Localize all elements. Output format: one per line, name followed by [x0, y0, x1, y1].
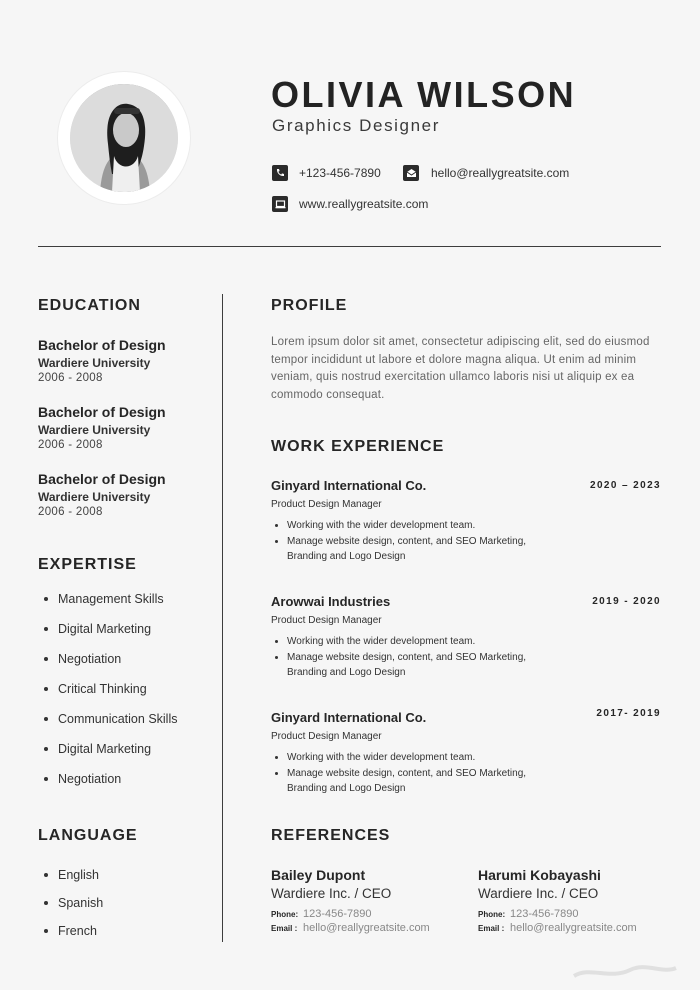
job-bullet: Working with the wider development team. — [271, 518, 561, 534]
header-divider — [38, 246, 661, 247]
education-years: 2006 - 2008 — [38, 506, 103, 518]
reference-name: Bailey Dupont — [271, 867, 366, 883]
profile-title: PROFILE — [271, 297, 348, 314]
reference-phone-row — [271, 908, 430, 920]
job-bullets — [271, 634, 561, 681]
reference-email-row — [271, 922, 430, 934]
expertise-list — [38, 591, 177, 801]
profile-photo — [70, 84, 178, 192]
language-item: Spanish — [38, 895, 103, 923]
education-degree: Bachelor of Design — [38, 471, 166, 487]
job-title: Product Design Manager — [271, 615, 382, 626]
education-years: 2006 - 2008 — [38, 372, 103, 384]
reference-phone-label: Phone: — [271, 910, 299, 919]
expertise-item: Digital Marketing — [38, 621, 177, 651]
education-years: 2006 - 2008 — [38, 439, 103, 451]
job-years: 2020 – 2023 — [589, 480, 661, 491]
language-list — [38, 867, 103, 951]
education-school: Wardiere University — [38, 356, 151, 370]
expertise-item: Management Skills — [38, 591, 177, 621]
profile-summary: Lorem ipsum dolor sit amet, consectetur adipiscing elit, sed do eiusmod tempor incididunt ut labore et dolore magna aliqua. Ut enim ad minim veniam, quis nostrud exercitation ullamco laboris nisi ut aliquip ex ea commodo consequat. — [271, 336, 650, 401]
reference-card — [478, 867, 637, 934]
website-link[interactable]: www.reallygreatsite.com — [299, 197, 429, 211]
expertise-title: EXPERTISE — [38, 556, 137, 573]
education-entry — [38, 471, 166, 518]
email-link[interactable]: hello@reallygreatsite.com — [431, 166, 570, 180]
job-bullet: Working with the wider development team. — [271, 634, 561, 650]
phone-number: +123-456-7890 — [299, 166, 381, 180]
expertise-item: Digital Marketing — [38, 741, 177, 771]
education-degree: Bachelor of Design — [38, 337, 166, 353]
laptop-icon — [272, 196, 288, 212]
references-title: REFERENCES — [271, 827, 391, 844]
job-years: 2017- 2019 — [596, 708, 661, 719]
candidate-name: OLIVIA WILSON — [271, 74, 577, 115]
job-bullet: Manage website design, content, and SEO Marketing, Branding and Logo Design — [271, 534, 561, 565]
candidate-role: Graphics Designer — [272, 116, 440, 135]
work-experience-title: WORK EXPERIENCE — [271, 438, 445, 455]
person-silhouette-icon — [70, 84, 178, 192]
job-company: Arowwai Industries — [271, 594, 391, 609]
language-title: LANGUAGE — [38, 827, 138, 844]
reference-phone-row — [478, 908, 637, 920]
reference-email-row — [478, 922, 637, 934]
job-bullet: Manage website design, content, and SEO Marketing, Branding and Logo Design — [271, 766, 561, 797]
expertise-item: Critical Thinking — [38, 681, 177, 711]
reference-organization: Wardiere Inc. / CEO — [271, 886, 392, 901]
job-bullets — [271, 518, 561, 565]
reference-phone: 123-456-7890 — [303, 908, 372, 920]
education-title: EDUCATION — [38, 297, 141, 314]
education-school: Wardiere University — [38, 490, 151, 504]
job-bullet: Working with the wider development team. — [271, 750, 561, 766]
job-company: Ginyard International Co. — [271, 710, 427, 725]
reference-email-label: Email : — [271, 924, 298, 933]
reference-phone: 123-456-7890 — [510, 908, 579, 920]
job-title: Product Design Manager — [271, 499, 382, 510]
job-bullets — [271, 750, 561, 797]
reference-email[interactable]: hello@reallygreatsite.com — [303, 922, 430, 934]
education-entry — [38, 404, 166, 451]
mail-icon — [403, 165, 419, 181]
reference-name: Harumi Kobayashi — [478, 867, 601, 883]
watermark-logo — [570, 958, 680, 989]
phone-icon — [272, 165, 288, 181]
education-school: Wardiere University — [38, 423, 151, 437]
education-degree: Bachelor of Design — [38, 404, 166, 420]
language-item: French — [38, 923, 103, 951]
education-entry — [38, 337, 166, 384]
expertise-item: Negotiation — [38, 651, 177, 681]
job-title: Product Design Manager — [271, 731, 382, 742]
job-bullet: Manage website design, content, and SEO Marketing, Branding and Logo Design — [271, 650, 561, 681]
column-divider — [222, 294, 223, 942]
reference-email-label: Email : — [478, 924, 505, 933]
job-company: Ginyard International Co. — [271, 478, 427, 493]
expertise-item: Communication Skills — [38, 711, 177, 741]
reference-email[interactable]: hello@reallygreatsite.com — [510, 922, 637, 934]
reference-card — [271, 867, 430, 934]
reference-organization: Wardiere Inc. / CEO — [478, 886, 599, 901]
expertise-item: Negotiation — [38, 771, 177, 801]
job-years: 2019 - 2020 — [592, 596, 661, 607]
reference-phone-label: Phone: — [478, 910, 506, 919]
language-item: English — [38, 867, 103, 895]
